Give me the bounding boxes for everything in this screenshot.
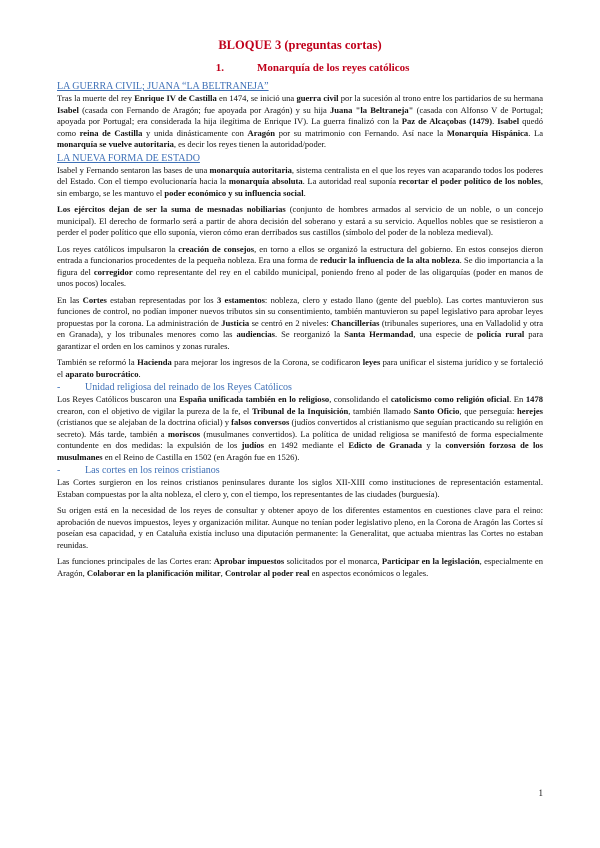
bold-text: Isabel (497, 116, 520, 126)
list-dash: - (57, 382, 61, 393)
text-run: . La autoridad real suponía (302, 176, 399, 186)
bold-text: falsos conversos (231, 417, 290, 427)
bold-text: reducir la influencia de la alta nobleza (319, 255, 460, 265)
bold-text: Juana "la Beltraneja" (330, 104, 414, 115)
text-run: estaban representadas por los (106, 294, 217, 305)
bold-text: judíos (241, 440, 264, 450)
heading-guerra-civil: LA GUERRA CIVIL; JUANA “LA BELTRANEJA” (57, 81, 269, 92)
bold-text: Los ejércitos dejan de ser la suma de mesnadas nobiliarias (57, 204, 286, 214)
page-number: 1 (538, 788, 543, 798)
document-page (57, 37, 543, 584)
text-run: . La (528, 127, 544, 138)
text-run: , una especie de (413, 329, 478, 339)
text-run: como representante del rey en el cabildo municipal, poniendo freno al poder de las oligarquías (poder en manos de unos pocos) locales. (57, 266, 544, 288)
paragraph (57, 165, 543, 200)
text-run: (casada con Fernando de Aragón; fue apoyada por Aragón) y su hija (78, 104, 331, 115)
bold-text: corregidor (93, 266, 133, 277)
heading-text: Las cortes en los reinos cristianos (85, 465, 220, 476)
text-run: quedó como (57, 116, 544, 138)
text-run: Los Reyes Católicos buscaron una (57, 394, 180, 404)
section-heading (57, 61, 543, 75)
text-run: en el Reino de Castilla en 1502 (en Aragón fue en 1526). (102, 451, 300, 462)
bold-text: Tribunal de la Inquisición (251, 405, 349, 416)
paragraph (57, 505, 543, 551)
bold-text: Aprobar impuestos (213, 556, 285, 566)
bold-text: guerra civil (296, 93, 339, 103)
text-run: por su matrimonio con Fernando. Así nace la (275, 127, 447, 138)
paragraph (57, 295, 543, 353)
text-run: , también llamado (348, 405, 414, 416)
bold-text: Aragón (247, 127, 276, 138)
bold-text: Cortes (82, 294, 107, 305)
text-run: Isabel y Fernando sentaron las bases de una (57, 164, 210, 175)
bold-text: policía rural (477, 329, 525, 339)
paragraph (57, 204, 543, 239)
text-run: y unida dinásticamente con (142, 127, 248, 138)
text-run: para unificar el sistema jurídico y se fortaleció el (57, 357, 543, 379)
text-run: Su origen está en la necesidad de los reyes de consultar y obtener apoyo de los diferentes estamentos en cuestiones clave para el reino: aprobación de nuevos impuestos, leyes y organización militar. Aunque no tenían poder legislativo pleno, en la Corona de Aragón las Cortes sí poseían esa capacidad, y en Cataluña existía incluso una diputación permanente: la Generalitat, que actuaba mientras las Cortes no estaban reunidas. (57, 505, 543, 550)
text-run: en aspectos económicos o legales. (309, 567, 429, 578)
bold-text: poder económico y su influencia social (164, 187, 304, 198)
text-run: , consolidando el (329, 394, 391, 404)
bold-text: Isabel (57, 104, 79, 115)
bold-text: herejes (517, 405, 543, 416)
text-run: Las Cortes surgieron en los reinos cristianos peninsulares durante los siglos XII-XIII como instituciones de representación estamental. Estaban compuestas por la alta nobleza, el clero y, con el tiempo, los representantes de las ciudades (burguesía). (57, 477, 543, 499)
bold-text: Hacienda (137, 357, 172, 367)
paragraph (57, 394, 543, 463)
text-run: , sistema centralista en el que los reyes van acaparando todos los poderes del Estado. Con el tiempo evolucionaría hacia la (57, 164, 543, 186)
bold-text: 3 estamentos (216, 294, 265, 305)
heading-nueva-forma-estado: LA NUEVA FORMA DE ESTADO (57, 152, 200, 164)
bold-text: conversión forzosa de los musulmanes (57, 440, 543, 462)
heading-unidad-religiosa (57, 382, 543, 394)
text-run: . (492, 116, 498, 126)
text-run: (conjunto de hombres armados al servicio de un noble, o un concejo municipal). El derecho de formarlo será a partir de ahora decisión del soberano y estará a su servicio. Aquellos nobles que se resistieron a perder el poder político que ello suponía, vieron cómo eran derribados sus castillos (símbolo del poder de la nobleza medieval). (57, 204, 543, 237)
text-run: , en torno a ellos se organizó la estructura del gobierno. En estos consejos dieron entrada a funcionarios procedentes de la pequeña nobleza. Era una forma de (57, 243, 543, 265)
text-run: . (303, 187, 306, 198)
section-number: 1. (215, 62, 224, 74)
text-run: , es decir los reyes tienen la autoridad/poder. (173, 139, 327, 149)
bold-text: aparato burocrático (65, 368, 139, 379)
list-dash: - (57, 465, 61, 476)
text-run: También se reformó la (57, 357, 138, 367)
bold-text: Paz de Alcaçobas (1479) (401, 116, 493, 126)
text-run: En las (57, 294, 83, 305)
bold-text: Chancillerías (331, 317, 380, 328)
text-run: , especialmente en Aragón, (57, 556, 543, 578)
bold-text: Edicto de Granada (348, 440, 423, 450)
heading-cortes (57, 465, 543, 477)
bold-text: creación de consejos (178, 243, 255, 254)
bold-text: Colaborar en la planificación militar (86, 567, 221, 578)
page-title: BLOQUE 3 (preguntas cortas) (218, 38, 382, 52)
text-run: , (220, 567, 225, 578)
text-run: Las funciones principales de las Cortes eran: (57, 556, 214, 566)
text-run: . Se dio importancia a la figura del (57, 255, 543, 277)
bold-text: reina de Castilla (79, 127, 143, 138)
text-run: se centró en 2 niveles: (249, 317, 331, 328)
text-run: (musulmanes convertidos). La política de unidad religiosa se manifestó de forma especialmente contundente en dos medidas: la expulsión de los (57, 428, 543, 450)
text-run: Tras la muerte del rey (57, 93, 135, 103)
text-run: , sin embargo, se les mantuvo el (57, 176, 543, 198)
bold-text: monarquía absoluta (228, 176, 303, 186)
text-run: Los reyes católicos impulsaron la (57, 243, 179, 254)
bold-text: Monarquía Hispánica (446, 127, 529, 138)
bold-text: Santa Hermandad (344, 329, 414, 339)
bold-text: España unificada también en lo religioso (179, 394, 330, 404)
text-run: (cristianos que se alejaban de la doctrina oficial) y (57, 417, 232, 427)
bold-text: Participar en la legislación (381, 556, 480, 566)
bold-text: Justicia (221, 317, 250, 328)
paragraph (57, 477, 543, 500)
paragraph (57, 556, 543, 579)
text-run: en 1474, se inició una (216, 93, 297, 103)
text-run: para garantizar el orden en los caminos y zonas rurales. (57, 329, 543, 351)
bold-text: recortar el poder político de los nobles (398, 176, 541, 186)
text-run: (tribunales superiores, una en Valladolid y otra en Granada), y los tribunales menores como las (57, 317, 543, 339)
bold-text: monarquía se vuelve autoritaria (57, 139, 174, 149)
text-run: solicitados por el monarca, (284, 556, 382, 566)
bold-text: Controlar al poder real (224, 567, 310, 578)
bold-text: moriscos (167, 428, 201, 439)
paragraph (57, 93, 543, 151)
bold-text: monarquía autoritaria (209, 164, 292, 175)
section-label: Monarquía de los reyes católicos (257, 62, 410, 74)
text-run: : nobleza, clero y estado llano (gente del pueblo). Las cortes mantuvieron sus funciones de control, no podían imponer nuevos tributos sin su consentimiento, también mantuvieron su papel legislativo para aprobar leyes propuestas por la corona. La administración de (57, 294, 544, 328)
text-run: y la (422, 440, 446, 450)
text-run: en 1492 mediante el (264, 440, 349, 450)
text-run: crearon, con el objetivo de vigilar la pureza de la fe, el (57, 405, 252, 416)
paragraph (57, 244, 543, 290)
text-run: , que perseguía: (459, 405, 518, 416)
bold-text: leyes (362, 357, 381, 367)
bold-text: Enrique IV de Castilla (134, 93, 217, 103)
bold-text: catolicismo como religión oficial (390, 394, 510, 404)
text-run: . (138, 368, 141, 379)
bold-text: 1478 (525, 394, 543, 404)
bold-text: audiencias (236, 329, 275, 339)
text-run: por la sucesión al trono entre los partidarios de su hermana (338, 93, 543, 103)
heading-text: Unidad religiosa del reinado de los Reyes Católicos (85, 382, 292, 393)
text-run: (casada con Alfonso V de Portugal; apoyada por Portugal; era considerada la hija ilegítima de Enrique IV). La guerra finalizó con la (57, 104, 543, 126)
text-run: . En (509, 394, 526, 404)
text-run: (judíos convertidos al cristianismo que seguían practicando su religión en secreto). Más tarde, también a (57, 417, 543, 439)
text-run: . Se reorganizó la (274, 329, 345, 339)
paragraph (57, 357, 543, 380)
bold-text: Santo Oficio (413, 405, 460, 416)
text-run: para mejorar los ingresos de la Corona, se codificaron (171, 357, 363, 367)
